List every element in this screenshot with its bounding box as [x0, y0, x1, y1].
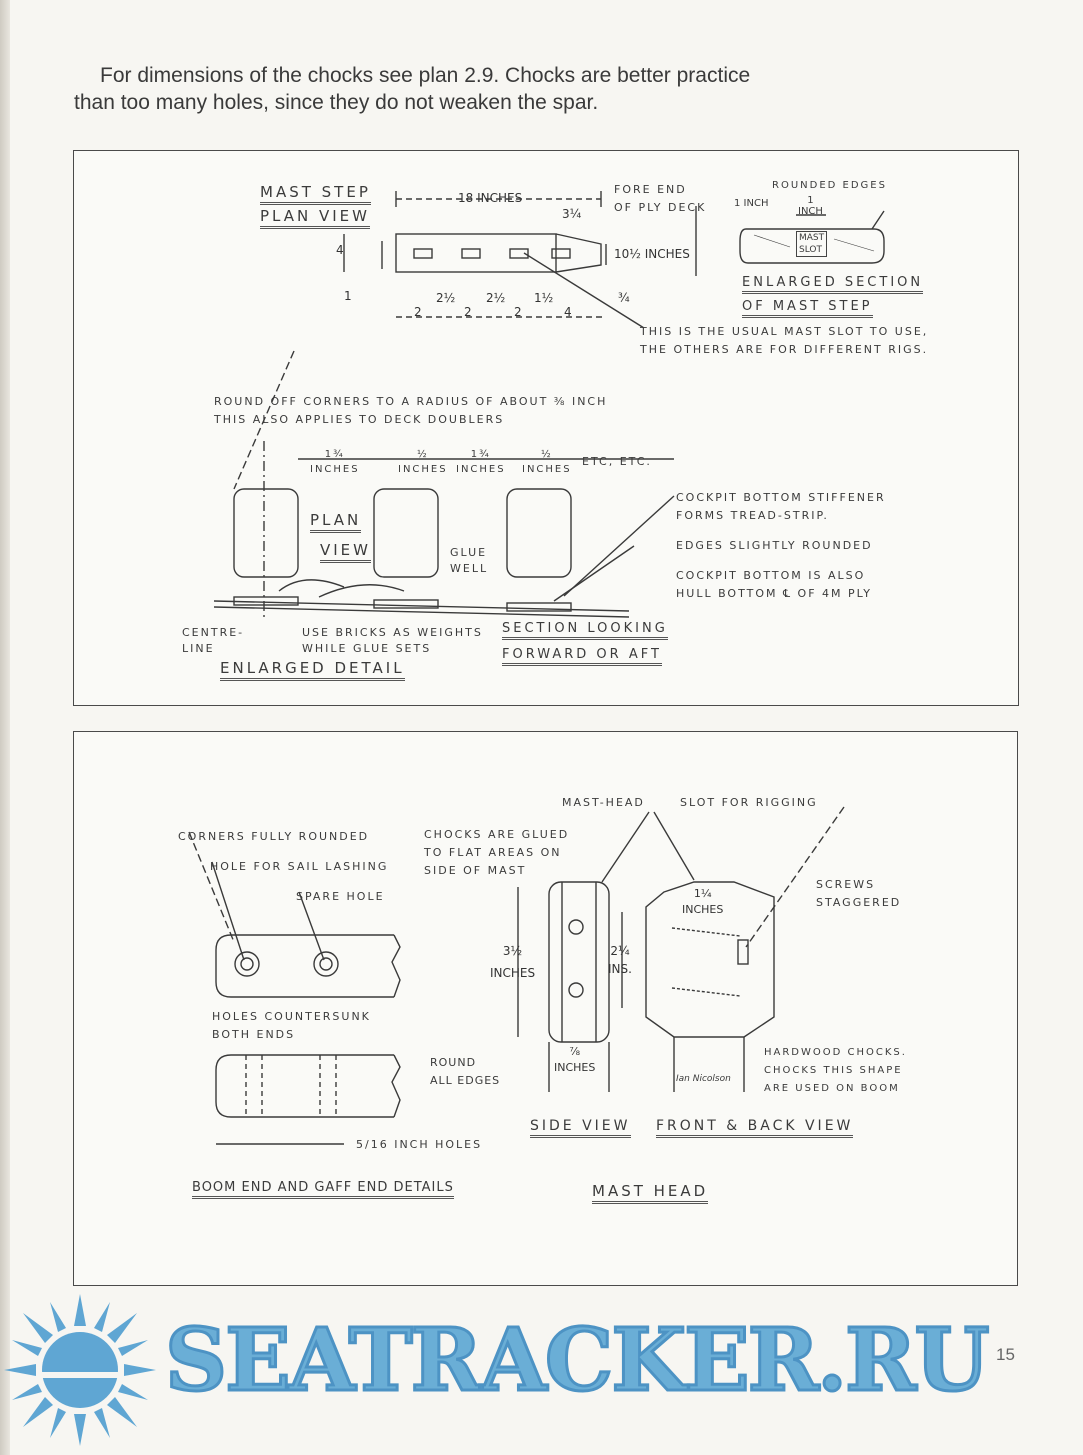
- forward-aft-title: FORWARD OR AFT: [502, 647, 662, 666]
- stiffener-block: [234, 489, 298, 577]
- spacing-label: ½ INCHES: [522, 449, 572, 475]
- spacing-label: ½ INCHES: [398, 449, 448, 475]
- glue-well-label: GLUE WELL: [450, 546, 489, 575]
- leader-line: [189, 832, 234, 942]
- dim-1: 1: [344, 289, 352, 303]
- dim-2: 2: [414, 305, 422, 319]
- intro-line-1: For dimensions of the chocks see plan 2.9. Chocks are better practice: [100, 64, 751, 87]
- leader-line: [654, 812, 694, 880]
- spare-hole: [314, 952, 338, 976]
- wood-grain: [834, 239, 874, 251]
- leader-line: [564, 496, 674, 596]
- stiffener-section: [234, 597, 298, 605]
- hardwood-chocks-label: HARDWOOD CHOCKS. CHOCKS THIS SHAPE ARE USED ON BOOM: [764, 1047, 907, 1094]
- dim-3-half-inches: 3½ INCHES: [490, 944, 536, 980]
- plan-view-title: PLAN VIEW: [260, 207, 370, 229]
- round-all-edges-label: ROUND ALL EDGES: [430, 1056, 501, 1087]
- page-number: 15: [996, 1345, 1015, 1364]
- inch-holes-label: 5/16 INCH HOLES: [356, 1138, 483, 1151]
- leader-line: [872, 211, 884, 229]
- enlarged-detail-title: ENLARGED DETAIL: [220, 659, 405, 681]
- spacing-label: 1¾ INCHES: [456, 449, 506, 475]
- intro-paragraph: [74, 62, 834, 116]
- bricks-note: USE BRICKS AS WEIGHTS WHILE GLUE SETS: [302, 626, 483, 655]
- dim-2-half: 2½: [436, 291, 456, 305]
- gaff-end-shape: [216, 1055, 394, 1117]
- screw: [672, 988, 740, 996]
- section-looking-title: SECTION LOOKING: [502, 621, 668, 640]
- screw: [672, 928, 740, 936]
- centre-line-label: CENTRE- LINE: [182, 626, 245, 655]
- mast-step-taper: [556, 234, 601, 272]
- enlarged-section-title: ENLARGED SECTION: [742, 275, 923, 294]
- boom-mast-head-drawing-panel: [73, 731, 1018, 1286]
- mast-head-title: MAST HEAD: [592, 1182, 708, 1204]
- dim-3-quarter: 3¼: [562, 207, 582, 221]
- dim-4b: 4: [564, 305, 572, 319]
- dim-4: 4: [336, 243, 344, 257]
- dim-1-half: 1½: [534, 291, 554, 305]
- mast-step-section-title: OF MAST STEP: [742, 299, 873, 318]
- dim-18-inches: 18 INCHES: [458, 191, 523, 205]
- chocks-glued-label: CHOCKS ARE GLUED TO FLAT AREAS ON SIDE OF MAST: [424, 828, 570, 877]
- mast-head-label: MAST-HEAD: [562, 796, 645, 809]
- spare-hole-label: SPARE HOLE: [296, 890, 385, 903]
- dim-10-half: 10½ INCHES: [614, 247, 690, 261]
- break-line: [392, 1055, 400, 1117]
- illustrator-signature: Ian Nicolson: [676, 1074, 731, 1084]
- boom-gaff-title: BOOM END AND GAFF END DETAILS: [192, 1180, 454, 1199]
- mast-slot: [552, 249, 570, 258]
- stiffener-note: COCKPIT BOTTOM STIFFENER FORMS TREAD-STRIP.: [676, 491, 886, 522]
- dim-2-quarter-ins: 2¼ INS.: [608, 944, 632, 976]
- dim-2-half: 2½: [486, 291, 506, 305]
- etc-label: ETC, ETC.: [582, 455, 652, 468]
- plan-title: PLAN: [310, 511, 361, 533]
- front-back-view-title: FRONT & BACK VIEW: [656, 1118, 853, 1138]
- holes-countersunk-label: HOLES COUNTERSUNK BOTH ENDS: [212, 1010, 371, 1041]
- fore-end-label: FORE END OF PLY DECK: [614, 183, 707, 214]
- mast-slot: [414, 249, 432, 258]
- side-view-title: SIDE VIEW: [530, 1118, 631, 1138]
- mast-step-drawing-panel: [73, 150, 1019, 706]
- mast-step-title: MAST STEP: [260, 183, 371, 205]
- dim-7-8-inches: ⅞ INCHES: [554, 1045, 596, 1074]
- one-inch-b-label: 1 INCH: [798, 195, 823, 217]
- one-inch-label: 1 INCH: [734, 198, 769, 209]
- dim-1-quarter-inches: 1¼ INCHES: [682, 887, 724, 916]
- spare-hole-inner: [320, 958, 332, 970]
- dim-three-quarter: ¾: [618, 291, 630, 305]
- stiffener-block: [507, 489, 571, 577]
- mast-slot-label: MAST SLOT: [796, 231, 827, 257]
- mast-step-plank: [396, 234, 556, 272]
- leader-line: [602, 812, 649, 882]
- slot: [738, 940, 748, 964]
- intro-line-2: than too many holes, since they do not weaken the spar.: [74, 91, 599, 114]
- dim-2: 2: [464, 305, 472, 319]
- boom-end-shape: [216, 935, 394, 997]
- slot-hole: [569, 983, 583, 997]
- watermark-text: SEATRACKER.RU: [165, 1310, 988, 1411]
- slot-hole: [569, 920, 583, 934]
- leader-line: [554, 546, 634, 601]
- hole-sail-lashing-label: HOLE FOR SAIL LASHING: [210, 860, 389, 873]
- arrow-curve: [279, 580, 344, 591]
- spacing-label: 1¾ INCHES: [310, 449, 360, 475]
- sail-lashing-hole-inner: [241, 958, 253, 970]
- page-binding-edge: [0, 0, 10, 1455]
- slot-note: THIS IS THE USUAL MAST SLOT TO USE, THE OTHERS ARE FOR DIFFERENT RIGS.: [640, 325, 929, 356]
- view-title: VIEW: [320, 541, 371, 563]
- side-view-mast-head: [549, 882, 609, 1042]
- rounded-edges-label: ROUNDED EDGES: [772, 180, 887, 191]
- sail-lashing-hole: [235, 952, 259, 976]
- break-line: [392, 935, 400, 997]
- dim-2: 2: [514, 305, 522, 319]
- wood-grain: [754, 235, 790, 247]
- arrow-curve: [319, 585, 404, 597]
- slot-rigging-label: SLOT FOR RIGGING: [680, 796, 818, 809]
- round-off-note: ROUND OFF CORNERS TO A RADIUS OF ABOUT ⅜ INCH THIS ALSO APPLIES TO DECK DOUBLERS: [214, 395, 608, 426]
- corners-label: CORNERS FULLY ROUNDED: [178, 830, 370, 843]
- edges-rounded-note: EDGES SLIGHTLY ROUNDED: [676, 539, 873, 552]
- screws-staggered-label: SCREWS STAGGERED: [816, 878, 902, 909]
- stiffener-block: [374, 489, 438, 577]
- cockpit-hull-note: COCKPIT BOTTOM IS ALSO HULL BOTTOM ℄ OF 4M PLY: [676, 569, 873, 600]
- mast-slot: [462, 249, 480, 258]
